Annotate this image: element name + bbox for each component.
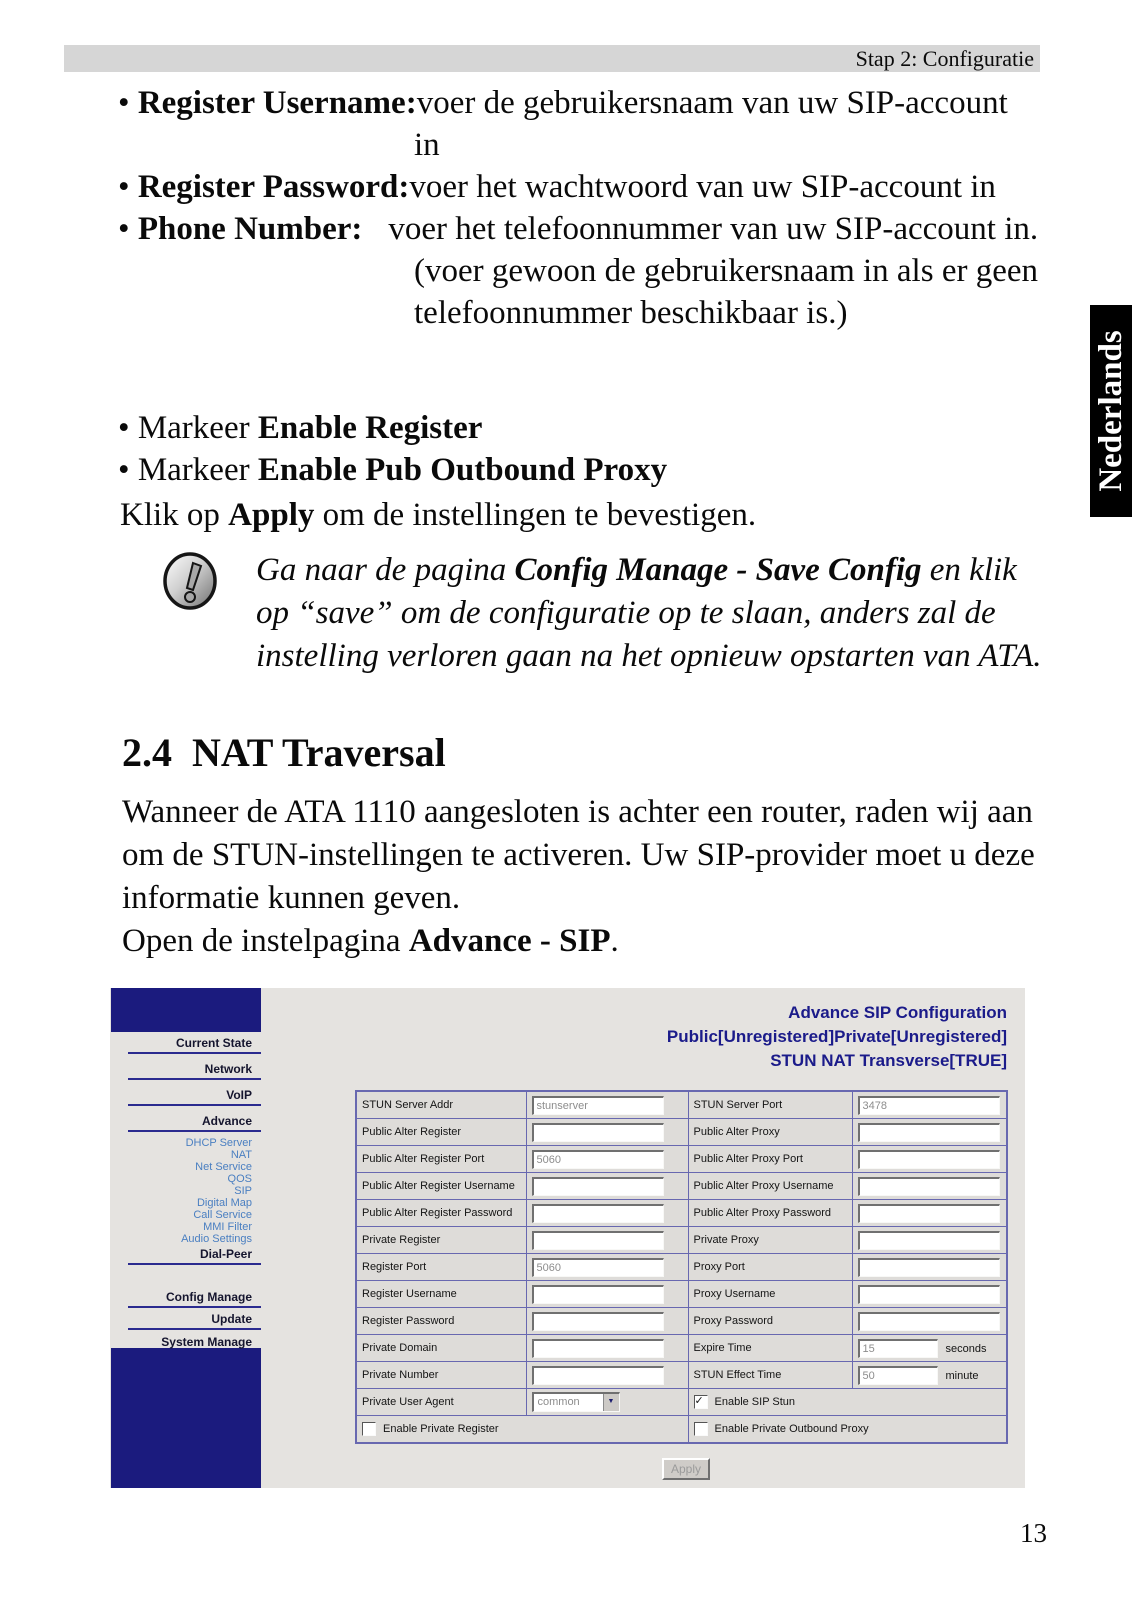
language-tab: Nederlands xyxy=(1090,305,1132,517)
unit-label: minute xyxy=(945,1369,979,1382)
section-title: NAT Traversal xyxy=(192,730,446,775)
sentence-text: om de instellingen te bevestigen. xyxy=(314,497,757,533)
sidebar-item-mmi-filter[interactable]: MMI Filter xyxy=(203,1221,252,1233)
list-item xyxy=(118,166,1040,208)
sidebar-item-dial-peer[interactable]: Dial-Peer xyxy=(199,1247,252,1261)
table-row xyxy=(356,1389,1007,1416)
open-line xyxy=(122,920,1052,963)
sentence-bold: Apply xyxy=(228,497,315,533)
table-row xyxy=(356,1335,1007,1362)
field-label: Private Number xyxy=(356,1362,526,1389)
field-label: Proxy Password xyxy=(688,1308,852,1335)
title-line: Advance SIP Configuration xyxy=(788,1003,1007,1022)
field-label: Proxy Username xyxy=(688,1281,852,1308)
paragraph: Wanneer de ATA 1110 aangesloten is achter een router, raden wij aan om de STUN-instellingen te activeren. Uw SIP-provider moet u deze informatie kunnen geven. xyxy=(122,794,1035,916)
selected-option: common xyxy=(537,1396,580,1408)
body-paragraphs xyxy=(122,791,1052,963)
section-heading xyxy=(122,729,446,776)
table-row xyxy=(356,1173,1007,1200)
enable-private-register-checkbox[interactable] xyxy=(362,1422,376,1436)
field-label: Public Alter Register Username xyxy=(356,1173,526,1200)
bullet-label: Register Password: xyxy=(137,169,410,205)
checkbox-label: Enable Private Register xyxy=(383,1423,499,1435)
sidebar-item-digital-map[interactable]: Digital Map xyxy=(196,1197,252,1209)
public-alter-register-password-input[interactable] xyxy=(532,1204,664,1223)
sidebar-item-nat[interactable]: NAT xyxy=(230,1149,252,1161)
public-alter-proxy-password-input[interactable] xyxy=(858,1204,1000,1223)
private-proxy-input[interactable] xyxy=(858,1231,1000,1250)
public-alter-proxy-input[interactable] xyxy=(858,1123,1000,1142)
field-label: STUN Server Addr xyxy=(356,1091,526,1119)
divider xyxy=(128,1263,261,1265)
sidebar-item-system-manage[interactable]: System Manage xyxy=(161,1335,252,1349)
list-item xyxy=(118,407,1040,449)
sidebar-item-dhcp-server[interactable]: DHCP Server xyxy=(185,1137,252,1149)
public-alter-proxy-port-input[interactable] xyxy=(858,1150,1000,1169)
field-label: Public Alter Register Password xyxy=(356,1200,526,1227)
divider xyxy=(128,1306,261,1308)
list-item xyxy=(118,82,1040,166)
list-item xyxy=(118,449,1040,491)
field-label: Public Alter Proxy Password xyxy=(688,1200,852,1227)
user-agent-select[interactable] xyxy=(532,1392,620,1412)
sidebar-item-voip[interactable]: VoIP xyxy=(226,1088,252,1102)
unit-label: seconds xyxy=(945,1342,987,1355)
markeer-list xyxy=(118,407,1040,491)
table-row xyxy=(356,1362,1007,1389)
sidebar-item-qos[interactable]: QOS xyxy=(227,1173,252,1185)
sidebar-item-advance[interactable]: Advance xyxy=(201,1114,252,1128)
public-alter-register-username-input[interactable] xyxy=(532,1177,664,1196)
sip-config-table xyxy=(355,1090,1008,1444)
field-label: STUN Server Port xyxy=(688,1091,852,1119)
public-alter-register-input[interactable] xyxy=(532,1123,664,1142)
stun-server-port-input[interactable] xyxy=(858,1096,1000,1115)
table-row xyxy=(356,1308,1007,1335)
apply-sentence xyxy=(120,494,1070,536)
checkbox-label: Enable Private Outbound Proxy xyxy=(714,1423,869,1435)
warning-icon xyxy=(162,551,218,611)
field-label: Public Alter Proxy Username xyxy=(688,1173,852,1200)
table-row xyxy=(356,1254,1007,1281)
page-header xyxy=(64,45,1040,72)
field-label: Public Alter Proxy Port xyxy=(688,1146,852,1173)
page-title xyxy=(667,1001,1007,1073)
private-register-input[interactable] xyxy=(532,1231,664,1250)
sidebar-header-block xyxy=(111,988,261,1032)
sentence-bold: Advance - SIP xyxy=(408,923,611,959)
expire-time-input[interactable] xyxy=(858,1339,938,1358)
private-number-input[interactable] xyxy=(532,1366,664,1385)
checkmark-icon: ✓ xyxy=(694,1395,704,1407)
bullet-marker: • xyxy=(118,169,130,205)
note-bold: Config Manage - Save Config xyxy=(514,552,922,588)
field-label: Register Password xyxy=(356,1308,526,1335)
table-row xyxy=(356,1200,1007,1227)
field-label: Expire Time xyxy=(688,1335,852,1362)
table-row xyxy=(356,1416,1007,1444)
note-run: en klik op “save” om de configuratie op te slaan, anders zal de instelling verloren gaan na het opnieuw opstarten van ATA. xyxy=(256,552,1042,674)
bullet-list xyxy=(118,82,1040,334)
stun-status-line: STUN NAT Transverse[TRUE] xyxy=(770,1051,1007,1070)
bullet-text: voer de gebruikersnaam van uw SIP-account in xyxy=(414,85,1008,163)
markeer-bold: Enable Register xyxy=(257,410,483,446)
proxy-port-input[interactable] xyxy=(858,1258,1000,1277)
public-alter-proxy-username-input[interactable] xyxy=(858,1177,1000,1196)
register-password-input[interactable] xyxy=(532,1312,664,1331)
field-label: Public Alter Proxy xyxy=(688,1119,852,1146)
sidebar-footer-block xyxy=(111,1348,261,1488)
header-text: Stap 2: Configuratie xyxy=(855,46,1034,71)
sentence-text: . xyxy=(610,923,619,959)
apply-button[interactable]: Apply xyxy=(662,1458,710,1480)
section-number: 2.4 xyxy=(122,730,172,775)
public-alter-register-port-input[interactable] xyxy=(532,1150,664,1169)
bullet-marker: • xyxy=(118,211,130,247)
field-label: Private User Agent xyxy=(356,1389,526,1416)
field-label: Public Alter Register xyxy=(356,1119,526,1146)
sidebar-item-net-service[interactable]: Net Service xyxy=(195,1161,252,1173)
bullet-marker: • xyxy=(118,410,130,446)
divider xyxy=(128,1052,261,1054)
sentence-text: Klik op xyxy=(120,497,229,533)
proxy-password-input[interactable] xyxy=(858,1312,1000,1331)
checkbox-label: Enable SIP Stun xyxy=(714,1396,796,1408)
sidebar-item-network[interactable]: Network xyxy=(204,1062,252,1076)
embedded-screenshot xyxy=(110,988,1025,1488)
status-line: Public[Unregistered]Private[Unregistered] xyxy=(666,1027,1007,1046)
field-label: Register Username xyxy=(356,1281,526,1308)
sidebar-item-sip[interactable]: SIP xyxy=(234,1185,252,1197)
bullet-text: voer het wachtwoord van uw SIP-account in xyxy=(409,169,996,205)
sidebar-item-call-service[interactable]: Call Service xyxy=(193,1209,252,1221)
sidebar-item-config-manage[interactable]: Config Manage xyxy=(166,1290,252,1304)
field-label: Private Proxy xyxy=(688,1227,852,1254)
sidebar-item-update[interactable]: Update xyxy=(211,1312,252,1326)
field-label: Register Port xyxy=(356,1254,526,1281)
table-row xyxy=(356,1091,1007,1119)
bullet-text: voer het telefoonnummer van uw SIP-account in. (voer gewoon de gebruikersnaam in als er geen telefoonnummer beschikbaar is.) xyxy=(388,211,1039,331)
field-label: STUN Effect Time xyxy=(688,1362,852,1389)
divider xyxy=(128,1078,261,1080)
register-port-input[interactable] xyxy=(532,1258,664,1277)
stun-server-addr-input[interactable] xyxy=(532,1096,664,1115)
field-label: Private Register xyxy=(356,1227,526,1254)
bullet-marker: • xyxy=(118,85,130,121)
table-row xyxy=(356,1119,1007,1146)
note-run: Ga naar de pagina xyxy=(256,552,515,588)
register-username-input[interactable] xyxy=(532,1285,664,1304)
page-number: 13 xyxy=(1020,1518,1047,1548)
stun-effect-time-input[interactable] xyxy=(858,1366,938,1385)
divider xyxy=(128,1104,261,1106)
table-row xyxy=(356,1227,1007,1254)
private-domain-input[interactable] xyxy=(532,1339,664,1358)
bullet-marker: • xyxy=(118,452,130,488)
sentence-text: Open de instelpagina xyxy=(122,923,409,959)
markeer-bold: Enable Pub Outbound Proxy xyxy=(257,452,668,488)
sidebar-item-current-state[interactable]: Current State xyxy=(175,1036,252,1050)
bullet-label: Register Username: xyxy=(137,85,417,121)
markeer-prefix: Markeer xyxy=(137,410,258,446)
sidebar-item-audio-settings[interactable]: Audio Settings xyxy=(181,1233,252,1245)
table-row xyxy=(356,1281,1007,1308)
field-label: Proxy Port xyxy=(688,1254,852,1281)
list-item xyxy=(118,208,1040,334)
enable-private-outbound-proxy-checkbox[interactable] xyxy=(694,1422,708,1436)
table-row xyxy=(356,1146,1007,1173)
bullet-label: Phone Number: xyxy=(137,211,363,247)
divider xyxy=(128,1130,261,1132)
field-label: Public Alter Register Port xyxy=(356,1146,526,1173)
markeer-prefix: Markeer xyxy=(137,452,258,488)
dropdown-arrow-icon[interactable]: ▼ xyxy=(603,1394,619,1411)
proxy-username-input[interactable] xyxy=(858,1285,1000,1304)
divider xyxy=(128,1328,261,1330)
enable-sip-stun-checkbox[interactable] xyxy=(694,1395,708,1409)
note-text xyxy=(256,549,1048,678)
field-label: Private Domain xyxy=(356,1335,526,1362)
